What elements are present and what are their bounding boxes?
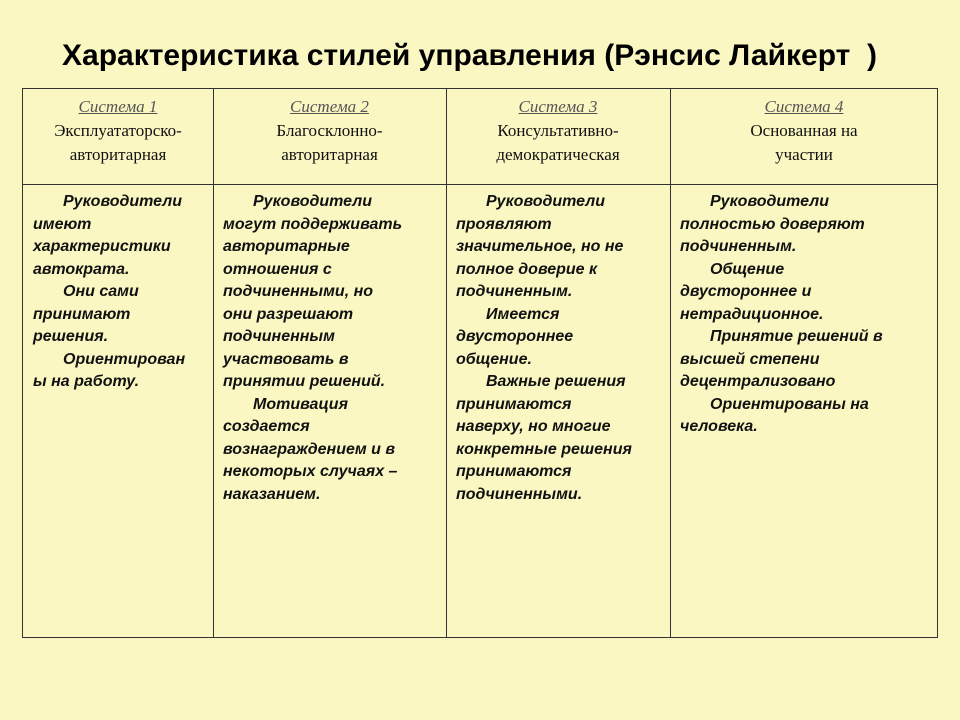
header-system-1 <box>23 95 213 185</box>
body-system-3 <box>446 191 670 506</box>
system-description: Благосклонно- авторитарная <box>276 121 383 164</box>
system-name: Система 2 <box>290 97 369 116</box>
body-system-2 <box>213 191 446 506</box>
page-title: Характеристика стилей управления (Рэнсис Лайкерт ) <box>62 39 878 72</box>
paragraph: Общение двустороннее и нетрадиционное. <box>680 260 824 323</box>
system-name: Система 3 <box>518 97 598 116</box>
paragraph: Принятие решений в высшей степени децентрализовано <box>680 328 883 390</box>
system-description: Консультативно- демократическая <box>496 121 620 164</box>
system-description: Основанная на участии <box>750 121 858 164</box>
paragraph: Они сами принимают решения. <box>33 283 139 345</box>
system-description: Эксплуататорско- авторитарная <box>54 121 182 164</box>
system-name: Система 1 <box>78 97 158 116</box>
paragraph: Мотивация создается вознаграждением и в некоторых случаях – наказанием. <box>223 395 398 503</box>
body-system-4 <box>670 191 938 439</box>
paragraph: Важные решения принимаются наверху, но многие конкретные решения принимаются подчиненными. <box>456 373 632 503</box>
paragraph: Руководители могут поддерживать авторитарные отношения с подчиненными, но они разрешают подчиненным участвовать в принятии решений. <box>223 193 403 390</box>
header-system-3 <box>446 95 670 185</box>
paragraph: Руководители проявляют значительное, но не полное доверие к подчиненным. <box>456 193 624 300</box>
paragraph: Ориентирован ы на работу. <box>33 350 186 390</box>
system-name: Система 4 <box>764 97 844 116</box>
header-system-2 <box>213 95 446 185</box>
header-system-4 <box>670 95 938 185</box>
styles-table <box>22 88 938 638</box>
paragraph: Руководители полностью доверяют подчиненным. <box>680 193 865 255</box>
paragraph: Ориентированы на человека. <box>680 395 869 435</box>
paragraph: Имеется двустороннее общение. <box>456 305 574 368</box>
paragraph: Руководители имеют характеристики автократа. <box>33 193 182 278</box>
body-system-1 <box>23 191 213 394</box>
